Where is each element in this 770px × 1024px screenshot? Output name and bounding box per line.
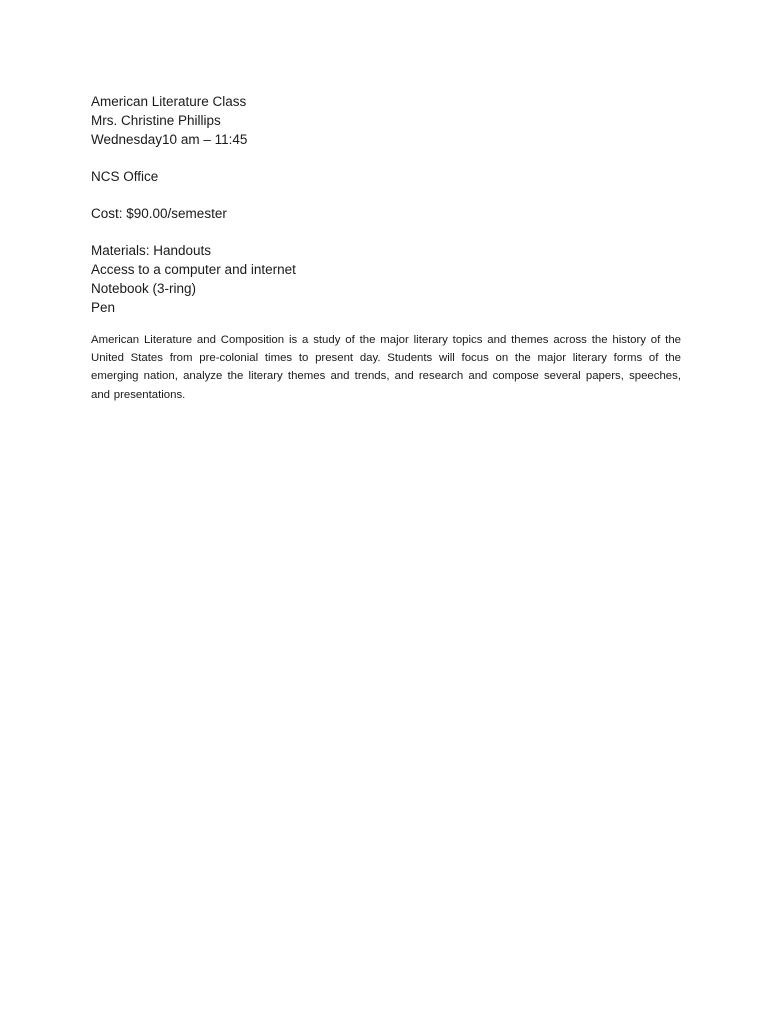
course-description: American Literature and Composition is a study of the major literary topics and themes across the history of the United States from pre-colonial times to present day. Students will focus on the major literary forms of the emerging nation, analyze the literary themes and trends, and research and compose several papers, speeches, and presentations. (91, 333, 681, 401)
materials-item: Access to a computer and internet (91, 262, 296, 278)
class-location: NCS Office (91, 168, 159, 184)
class-title: American Literature Class (91, 94, 247, 109)
spacer (91, 187, 681, 206)
spacer (91, 224, 681, 243)
spacer (91, 149, 681, 168)
class-cost: Cost: $90.00/semester (91, 206, 227, 222)
teacher-name: Mrs. Christine Phillips (91, 112, 221, 128)
materials-item: Notebook (3-ring) (91, 281, 197, 297)
materials-heading: Materials: Handouts (91, 243, 212, 259)
document-content (91, 93, 681, 416)
materials-item: Pen (91, 299, 116, 315)
class-schedule: Wednesday10 am – 11:45 (91, 131, 248, 147)
